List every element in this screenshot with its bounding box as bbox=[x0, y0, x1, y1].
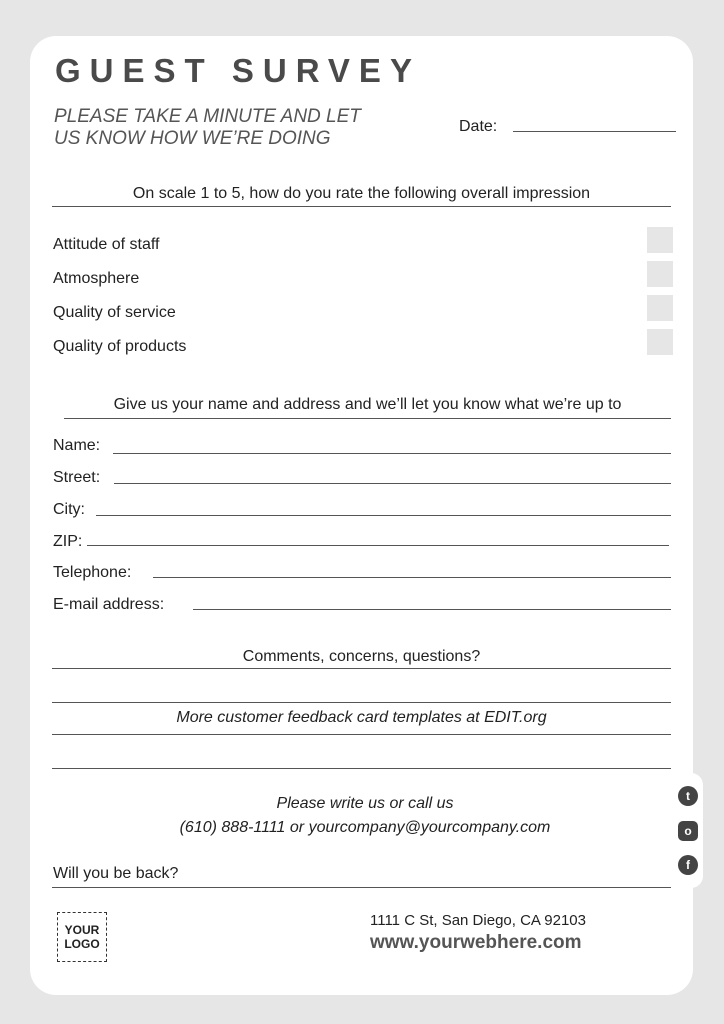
website[interactable]: www.yourwebhere.com bbox=[370, 932, 582, 953]
field-label: Name: bbox=[53, 437, 101, 454]
page-title: GUEST SURVEY bbox=[55, 52, 421, 89]
divider bbox=[64, 418, 671, 419]
twitter-icon[interactable]: t bbox=[678, 786, 698, 806]
field-label: Street: bbox=[53, 469, 101, 486]
rating-box[interactable] bbox=[647, 261, 673, 287]
field-label: Telephone: bbox=[53, 564, 132, 581]
comment-line[interactable] bbox=[52, 768, 671, 769]
rating-label: Attitude of staff bbox=[53, 236, 160, 253]
subtitle-line: PLEASE TAKE A MINUTE AND LET bbox=[54, 106, 361, 127]
instagram-icon[interactable]: o bbox=[678, 821, 698, 841]
call-text: Please write us or call us bbox=[276, 795, 454, 812]
rating-label: Quality of products bbox=[53, 338, 187, 355]
promo-text: More customer feedback card templates at EDIT.org bbox=[176, 709, 547, 726]
date-field[interactable] bbox=[513, 131, 676, 132]
logo-text: YOUR bbox=[64, 923, 100, 937]
subtitle bbox=[54, 106, 361, 150]
comment-line[interactable] bbox=[52, 668, 671, 669]
rating-box[interactable] bbox=[647, 329, 673, 355]
name-field[interactable] bbox=[113, 453, 671, 454]
rating-box[interactable] bbox=[647, 227, 673, 253]
back-label: Will you be back? bbox=[53, 865, 179, 882]
comment-line[interactable] bbox=[52, 734, 671, 735]
facebook-icon[interactable]: f bbox=[678, 855, 698, 875]
comments-heading: Comments, concerns, questions? bbox=[242, 648, 481, 665]
subtitle-line: US KNOW HOW WE’RE DOING bbox=[54, 128, 331, 149]
logo bbox=[57, 912, 107, 962]
divider bbox=[52, 206, 671, 207]
rating-label: Atmosphere bbox=[53, 270, 140, 287]
zip-field[interactable] bbox=[87, 545, 669, 546]
street-field[interactable] bbox=[114, 483, 671, 484]
field-label: City: bbox=[53, 501, 85, 518]
comment-line[interactable] bbox=[52, 702, 671, 703]
field-label: E-mail address: bbox=[53, 596, 165, 613]
telephone-field[interactable] bbox=[153, 577, 671, 578]
contact-heading: Give us your name and address and we’ll let you know what we’re up to bbox=[113, 396, 622, 413]
rating-box[interactable] bbox=[647, 295, 673, 321]
address: 1111 C St, San Diego, CA 92103 bbox=[370, 912, 586, 929]
city-field[interactable] bbox=[96, 515, 671, 516]
call-contact: (610) 888-1111 or yourcompany@yourcompany.com bbox=[179, 819, 551, 836]
back-field[interactable] bbox=[52, 887, 671, 888]
date-label: Date: bbox=[459, 118, 498, 135]
rating-label: Quality of service bbox=[53, 304, 176, 321]
email-field[interactable] bbox=[193, 609, 671, 610]
rating-heading: On scale 1 to 5, how do you rate the following overall impression bbox=[132, 185, 591, 202]
field-label: ZIP: bbox=[53, 533, 83, 550]
logo-text: LOGO bbox=[64, 937, 100, 951]
